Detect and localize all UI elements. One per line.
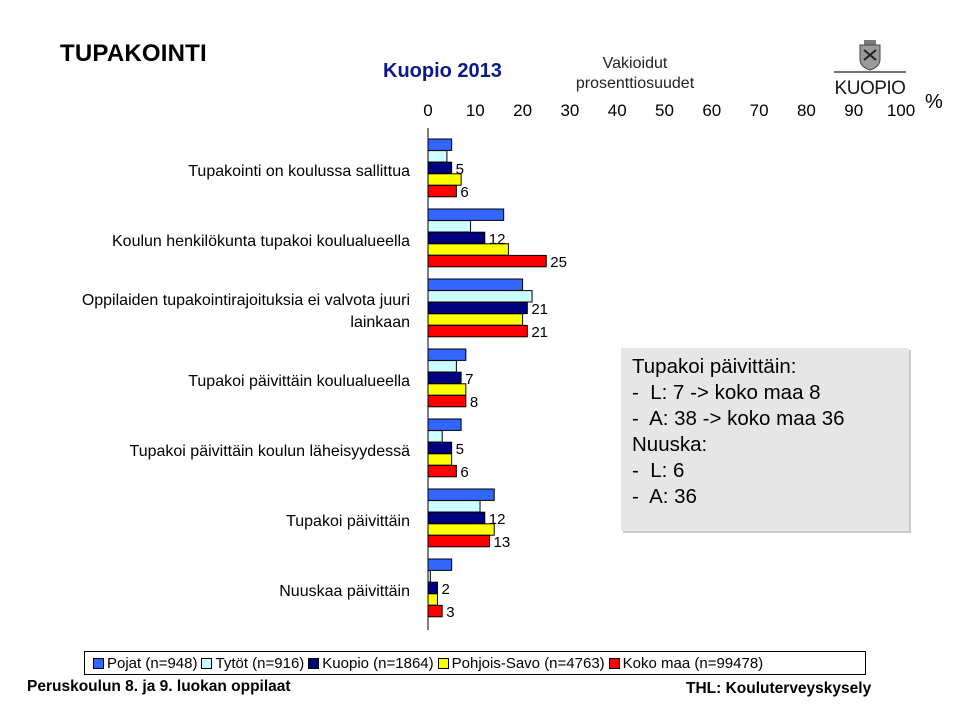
bar [428,291,532,302]
category-label: Nuuskaa päivittäin [279,583,410,600]
callout-line: - L: 6 [632,459,685,482]
x-tick-label: 0 [423,101,433,120]
legend-item [201,655,304,672]
data-label: 5 [455,440,464,458]
chart-legend [84,651,866,675]
bar [428,279,523,290]
bar [428,582,437,593]
bar [428,232,485,243]
logo-text: KUOPIO [834,78,906,99]
legend-swatch [438,658,449,669]
x-tick-label: 30 [560,101,580,120]
category-label: Tupakoi päivittäin koulualueella [188,373,410,390]
bar [428,442,452,453]
category-label: Tupakointi on koulussa sallittua [188,163,410,180]
callout-line: Nuuska: [632,433,708,456]
bar [428,384,466,395]
bar [428,501,480,512]
bar [428,559,452,570]
data-label: 12 [488,230,506,248]
x-tick-label: 40 [607,101,627,120]
data-label: 12 [488,510,506,528]
data-label: 5 [455,160,464,178]
category-label: Oppilaiden tupakointirajoituksia ei valvota juuri [81,292,410,309]
data-label: 21 [531,300,549,318]
bar [428,209,504,220]
bar [428,302,527,313]
summary-callout [621,348,909,531]
legend-label: Koko maa (n=99478) [622,654,764,672]
bar [428,524,494,535]
footer-source: THL: Kouluterveyskysely [686,680,872,697]
data-label: 7 [465,370,474,388]
legend-swatch [308,658,319,669]
legend-swatch [609,658,620,669]
x-tick-label: 60 [702,101,722,120]
bar [428,571,430,582]
category-label: Tupakoi päivittäin [286,513,410,530]
axis-unit-label: % [925,91,943,113]
x-tick-label: 90 [844,101,864,120]
bar [428,372,461,383]
category-label: lainkaan [350,314,410,331]
x-tick-label: 70 [749,101,769,120]
bar [428,221,471,232]
bar [428,139,452,150]
page-title: TUPAKOINTI [60,40,207,67]
bar [428,489,494,500]
legend-swatch [201,658,212,669]
callout-line: Tupakoi päivittäin: [632,355,797,378]
legend-label: Tytöt (n=916) [215,654,305,672]
bar [428,465,456,476]
value-type-line1: Vakioidut [602,55,668,72]
bar [428,349,466,360]
legend-item [93,655,197,672]
legend-label: Pohjois-Savo (n=4763) [451,654,605,672]
data-label: 3 [446,604,455,622]
bar [428,535,489,546]
legend-item [308,655,433,672]
bar [428,162,452,173]
legend-item [438,655,605,672]
chart-subtitle: Kuopio 2013 [383,60,502,82]
x-tick-label: 20 [513,101,533,120]
value-type-line2: prosenttiosuudet [575,75,695,92]
bar [428,454,452,465]
data-label: 21 [531,324,549,342]
data-label: 6 [460,184,469,202]
bar [428,151,447,162]
bar [428,594,437,605]
data-label: 2 [441,580,450,598]
bar [428,185,456,196]
data-label: 6 [460,464,469,482]
bar [428,255,546,266]
bar [428,512,485,523]
bar [428,431,442,442]
legend-label: Pojat (n=948) [107,654,198,672]
x-tick-label: 50 [655,101,674,120]
bar [428,325,527,336]
callout-line: - L: 7 -> koko maa 8 [632,381,821,404]
callout-line: - A: 38 -> koko maa 36 [632,407,845,430]
x-tick-label: 100 [886,101,916,120]
legend-label: Kuopio (n=1864) [322,654,434,672]
data-label: 13 [493,534,511,552]
bar [428,419,461,430]
callout-line: - A: 36 [632,485,697,508]
x-tick-label: 10 [465,101,485,120]
category-label: Koulun henkilökunta tupakoi koulualueella [112,233,410,250]
data-label: 25 [550,254,567,272]
category-label: Tupakoi päivittäin koulun läheisyydessä [129,443,410,460]
legend-item [609,655,764,672]
bar [428,361,456,372]
footer-population: Peruskoulun 8. ja 9. luokan oppilaat [27,678,291,695]
bar [428,395,466,406]
bar [428,314,523,325]
legend-swatch [93,658,104,669]
x-tick-label: 80 [796,101,816,120]
bar [428,605,442,616]
data-label: 8 [469,394,479,412]
